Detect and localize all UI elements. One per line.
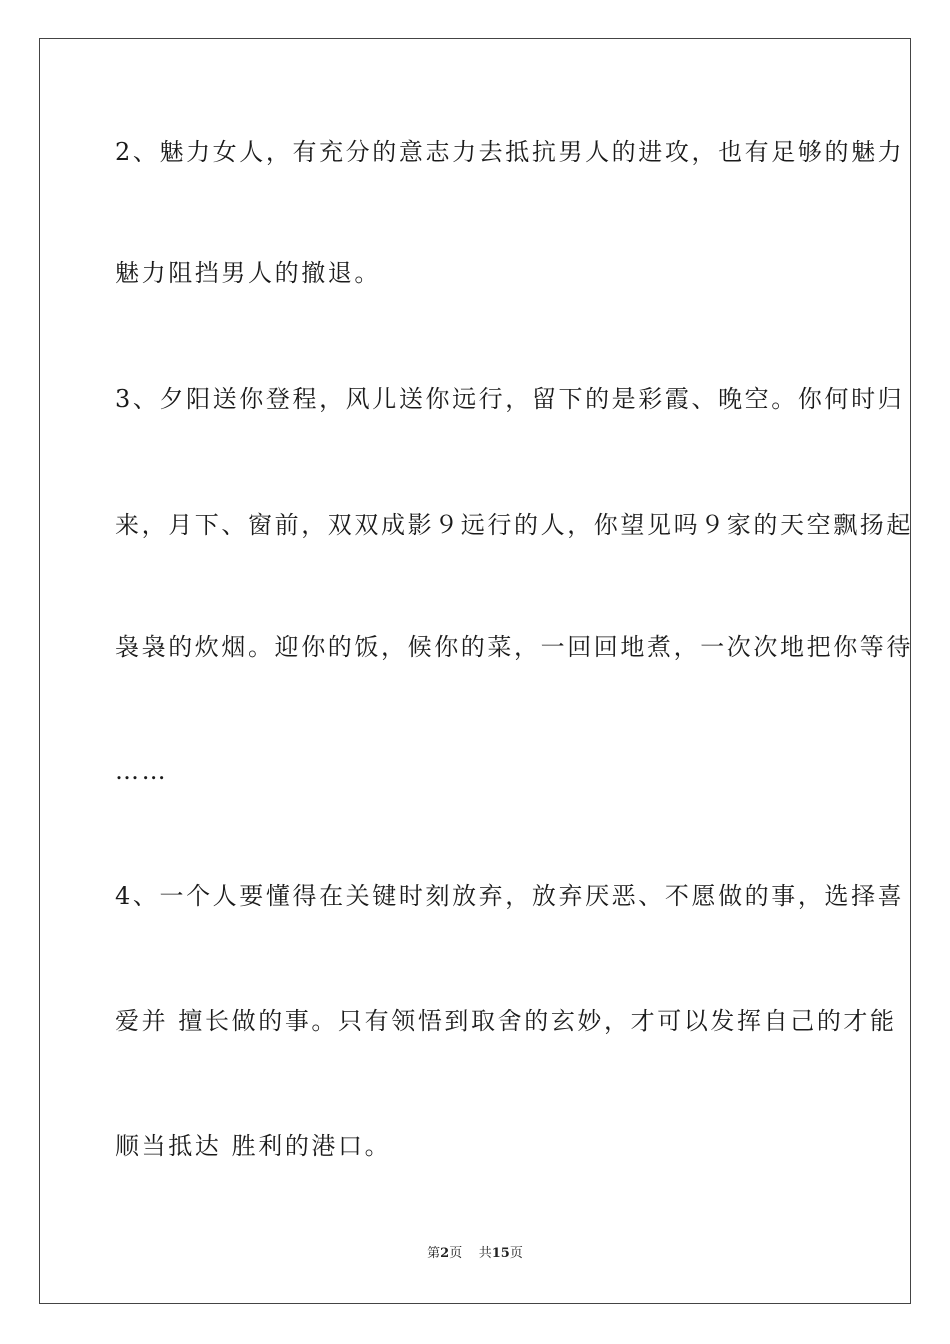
paragraph-4-line-1: 4、一个人要懂得在关键时刻放弃，放弃厌恶、不愿做的事，选择喜 [115, 882, 905, 910]
paragraph-3-line-4: …… [115, 757, 169, 785]
paragraph-2-line-2: 魅力阻挡男人的撤退。 [115, 259, 381, 287]
total-pages: 15 [491, 1246, 510, 1261]
page-number: 2 [440, 1246, 450, 1261]
paragraph-2-line-1: 2、魅力女人，有充分的意志力去抵抗男人的进攻，也有足够的魅力 [115, 138, 905, 166]
page-prefix: 第 [427, 1246, 441, 1261]
paragraph-3-line-3: 袅袅的炊烟。迎你的饭，候你的菜，一回回地煮，一次次地把你等待 [115, 633, 913, 661]
paragraph-4-line-3: 顺当抵达 胜利的港口。 [115, 1132, 392, 1160]
total-prefix: 共 [478, 1246, 492, 1261]
paragraph-4-line-2: 爱并 擅长做的事。只有领悟到取舍的玄妙，才可以发挥自己的才能 [115, 1007, 897, 1035]
total-suffix: 页 [509, 1246, 523, 1261]
page-footer [0, 1245, 950, 1263]
page-suffix: 页 [449, 1246, 463, 1261]
paragraph-3-line-1: 3、夕阳送你登程，风儿送你远行，留下的是彩霞、晚空。你何时归 [115, 385, 905, 413]
page-frame [39, 38, 911, 1304]
paragraph-3-line-2: 来，月下、窗前，双双成影９远行的人，你望见吗９家的天空飘扬起 [115, 511, 913, 539]
